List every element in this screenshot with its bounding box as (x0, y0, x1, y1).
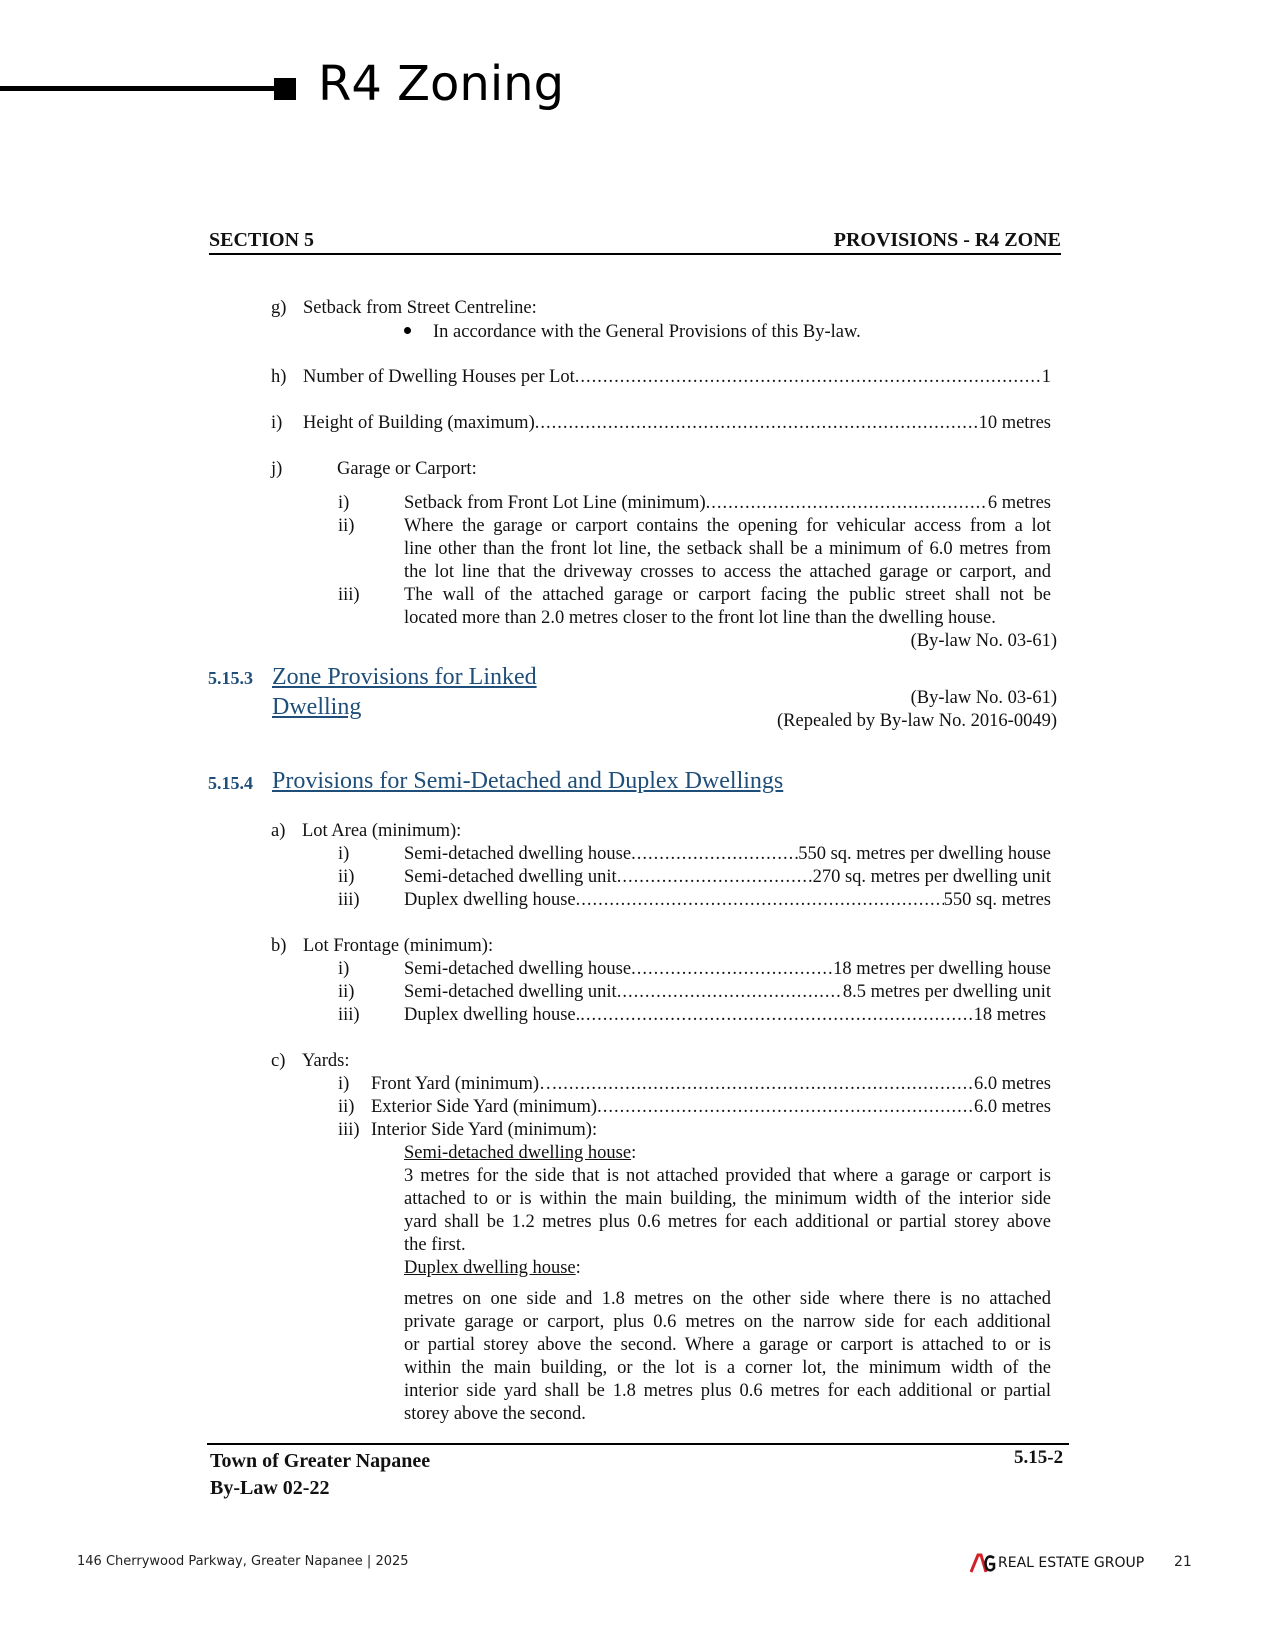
item-c-iii-num: iii) (338, 1120, 360, 1140)
row-text: Exterior Side Yard (minimum) (371, 1097, 598, 1117)
row-text: Semi-detached dwelling unit (404, 982, 617, 1002)
heading-link-linked-dwelling[interactable] (272, 662, 537, 722)
leader-dots (597, 1096, 974, 1119)
subheading-text: Duplex dwelling house (404, 1258, 576, 1278)
item-j-i-value: 6 metres (987, 493, 1051, 513)
footer-town: Town of Greater Napanee (210, 1450, 431, 1472)
row-value: 18 metres per dwelling house (833, 959, 1051, 979)
subheading-text: Semi-detached dwelling house (404, 1143, 632, 1163)
leader-dots (631, 958, 833, 981)
footer-page-code: 5.15-2 (1014, 1447, 1064, 1468)
para-line: the first. (404, 1235, 466, 1255)
section-header (209, 229, 1061, 255)
item-b-text: Lot Frontage (minimum): (303, 936, 494, 956)
para-line: within the main building, or the lot is a corner lot, the minimum width of the (404, 1358, 1051, 1378)
item-a-i (404, 843, 1051, 866)
repeal-note: (Repealed by By-law No. 2016-0049) (776, 711, 1057, 731)
item-j-ii-num: ii) (338, 516, 355, 536)
item-j-iii-paragraph (404, 584, 1051, 630)
item-i-label: i) (271, 413, 283, 433)
leader-dots (580, 1004, 973, 1027)
brand-logo (970, 1553, 1144, 1573)
subheading-semi-detached: Semi-detached dwelling house: (404, 1143, 637, 1163)
item-j-iii-num: iii) (338, 585, 360, 605)
item-c-iii-text: Interior Side Yard (minimum): (371, 1120, 598, 1140)
row-value: 6.0 metres (973, 1097, 1051, 1117)
item-a-i-num: i) (338, 844, 350, 864)
item-i (303, 412, 1051, 435)
bylaw-note: (By-law No. 03-61) (910, 688, 1057, 708)
item-j-ii-paragraph (404, 515, 1051, 584)
para-line: private garage or carport, plus 0.6 metres on the narrow side for each additional (404, 1312, 1051, 1332)
brand-name: REAL ESTATE GROUP (998, 1555, 1145, 1571)
row-text: Front Yard (minimum)… (371, 1074, 558, 1094)
row-value: 550 sq. metres (943, 890, 1051, 910)
row-value: 270 sq. metres per dwelling unit (812, 867, 1051, 887)
leader-dots (558, 1073, 974, 1096)
item-b-i (404, 958, 1051, 981)
row-text: Semi-detached dwelling unit (404, 867, 617, 887)
row-value: 550 sq. metres per dwelling house (798, 844, 1051, 864)
leader-dots (575, 366, 1042, 389)
leader-dots (706, 492, 988, 515)
footer-rule (207, 1443, 1069, 1445)
item-b-i-num: i) (338, 959, 350, 979)
section-subject: PROVISIONS - R4 ZONE (833, 229, 1061, 251)
ag-logo-icon (970, 1553, 996, 1573)
item-g-text: Setback from Street Centreline: (303, 298, 537, 318)
leader-dots (576, 889, 944, 912)
row-value: 8.5 metres per dwelling unit (842, 982, 1051, 1002)
item-i-text: Height of Building (maximum) (303, 413, 535, 433)
para-line: Where the garage or carport contains the opening for vehicular access from a lot (404, 516, 1051, 536)
item-j-i-num: i) (338, 493, 350, 513)
subheading-duplex: Duplex dwelling house: (404, 1258, 581, 1278)
para-line: located more than 2.0 metres closer to the front lot line than the dwelling house. (404, 608, 996, 628)
para-line: 3 metres for the side that is not attached provided that where a garage or carport is (404, 1166, 1051, 1186)
duplex-paragraph (404, 1288, 1051, 1426)
item-a-iii (404, 889, 1051, 912)
item-i-value: 10 metres (978, 413, 1051, 433)
row-value: 18 metres (973, 1005, 1046, 1025)
row-text: Semi-detached dwelling house (404, 959, 632, 979)
para-line: the lot line that the driveway crosses to access the attached garage or carport, and (404, 562, 1051, 582)
item-b-ii-num: ii) (338, 982, 355, 1002)
header-rule (0, 86, 274, 91)
footer-bylaw: By-Law 02-22 (210, 1477, 330, 1499)
page-footer-address: 146 Cherrywood Parkway, Greater Napanee | 2025 (77, 1554, 409, 1569)
item-c-i (371, 1073, 1051, 1096)
item-j-label: j) (271, 459, 283, 479)
item-a-iii-num: iii) (338, 890, 360, 910)
semi-detached-paragraph (404, 1165, 1051, 1257)
item-j-text: Garage or Carport: (337, 459, 477, 479)
leader-dots (617, 981, 843, 1004)
item-a-ii (404, 866, 1051, 889)
leader-dots (631, 843, 798, 866)
item-j-i (404, 492, 1051, 515)
item-c-ii (371, 1096, 1051, 1119)
bylaw-note: (By-law No. 03-61) (910, 631, 1057, 651)
para-line: storey above the second. (404, 1404, 586, 1424)
para-line: line other than the front lot line, the setback shall be a minimum of 6.0 metres from (404, 539, 1051, 559)
item-a-ii-num: ii) (338, 867, 355, 887)
item-b-iii-num: iii) (338, 1005, 360, 1025)
para-line: yard shall be 1.2 metres plus 0.6 metres for each additional or partial storey above (404, 1212, 1051, 1232)
item-c-i-num: i) (338, 1074, 350, 1094)
item-c-label: c) (271, 1051, 286, 1071)
item-h-text: Number of Dwelling Houses per Lot (303, 367, 575, 387)
leader-dots (535, 412, 979, 435)
item-b-ii (404, 981, 1051, 1004)
section-rule (209, 253, 1061, 255)
page-number: 21 (1174, 1554, 1192, 1570)
item-c-ii-num: ii) (338, 1097, 355, 1117)
item-b-iii (404, 1004, 1046, 1027)
para-line: The wall of the attached garage or carport facing the public street shall not be (404, 585, 1051, 605)
section-number-5-15-4: 5.15.4 (208, 773, 253, 793)
row-text: Semi-detached dwelling house (404, 844, 632, 864)
item-b-label: b) (271, 936, 287, 956)
row-text: Duplex dwelling house. (404, 1005, 581, 1025)
item-j-i-text: Setback from Front Lot Line (minimum) (404, 493, 706, 513)
para-line: interior side yard shall be 1.8 metres plus 0.6 metres for each additional or partial (404, 1381, 1051, 1401)
para-line: or partial storey above the second. Where a garage or carport is attached to or is (404, 1335, 1051, 1355)
item-a-label: a) (271, 821, 286, 841)
document-footer (210, 1448, 430, 1502)
row-text: Duplex dwelling house (404, 890, 576, 910)
item-g-label: g) (271, 298, 287, 318)
page-title: R4 Zoning (318, 56, 565, 112)
item-h-label: h) (271, 367, 287, 387)
leader-dots (617, 866, 813, 889)
item-c-text: Yards: (302, 1051, 350, 1071)
item-g-bullet-text: In accordance with the General Provisions of this By-law. (433, 322, 861, 342)
heading-line: Dwelling (272, 694, 362, 720)
section-label: SECTION 5 (209, 229, 315, 251)
item-h (303, 366, 1051, 389)
header-square-marker (274, 78, 296, 100)
item-h-value: 1 (1041, 367, 1051, 387)
heading-link-semi-detached-duplex[interactable]: Provisions for Semi-Detached and Duplex Dwellings (272, 768, 784, 794)
section-number-5-15-3: 5.15.3 (208, 668, 253, 688)
item-g-bullet (404, 321, 861, 344)
bullet-icon (404, 327, 411, 334)
para-line: metres on one side and 1.8 metres on the other side where there is no attached (404, 1289, 1051, 1309)
row-value: 6.0 metres (973, 1074, 1051, 1094)
para-line: attached to or is within the main building, the minimum width of the interior side (404, 1189, 1051, 1209)
heading-line: Zone Provisions for Linked (272, 664, 537, 690)
item-a-text: Lot Area (minimum): (302, 821, 462, 841)
